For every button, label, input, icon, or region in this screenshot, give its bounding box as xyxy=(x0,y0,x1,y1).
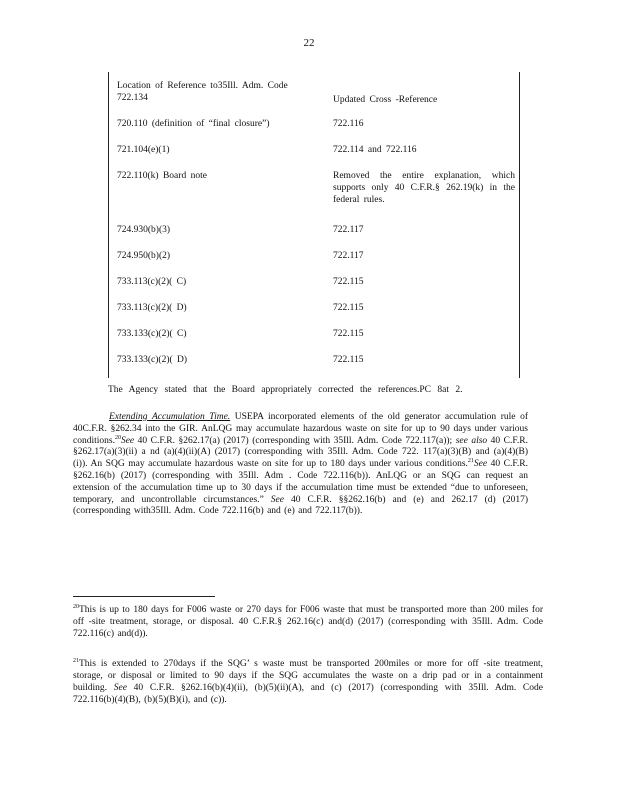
paragraph-text: 40 C.F.R. §§262.16(b) and (e) and 262.17 (d) (2017) (corresponding with35Ill. Adm. Code 722.116(b) and (e) and 722.117(b)). xyxy=(73,494,528,517)
paragraph-heading: Extending Accumulation Time. xyxy=(109,412,231,422)
table-cell-new-reference: 722.115 xyxy=(333,355,364,365)
paragraph-text: 40 C.F.R. §262.16(b) (2017) (corresponding with 35Ill. Adm . Code 722.116(b)). AnLQG or an SQG can request an extension of the accumulation time up to 30 days if the accumulation time must be extended “due to unforeseen, temporary, and uncontrollable circumstances.” xyxy=(73,459,528,505)
page-number: 22 xyxy=(303,37,315,49)
footnote-separator xyxy=(73,596,215,597)
table-cell-new-reference: 722.117 xyxy=(333,225,364,235)
citation-signal: See xyxy=(270,494,284,505)
footnote-text: 40 C.F.R. §262.16(b)(4)(ii), (b)(5)(ii)(A), and (c) (2017) (corresponding with 35Ill. Adm. Code 722.116(b)(4)(B), (b)(5)(B)(i), and (c)). xyxy=(73,683,543,705)
footnote-21 xyxy=(73,658,543,706)
footnote-text: This is extended to 270days if the SQG’ s waste must be transported 200miles or more for off -site treatment, storage, or disposal or limited to 90 days if the SQG accumulates the waste on a drip pad or in a containment building. xyxy=(73,659,543,693)
cross-reference-table xyxy=(108,72,520,378)
citation-signal: See xyxy=(120,435,135,446)
table-cell-old-reference: 733.113(c)(2)( D) xyxy=(117,303,187,313)
citation-signal: See xyxy=(473,459,488,470)
header-updated-cross-reference: Updated Cross -Reference xyxy=(333,95,438,105)
footnote-ref-20: 20 xyxy=(114,434,121,441)
table-cell-new-reference: 722.115 xyxy=(333,329,364,339)
footnote-20 xyxy=(73,604,543,640)
table-cell-new-reference: Removed the entire explanation, which supports only 40 C.F.R.§ 262.19(k) in the federal rules. xyxy=(333,171,515,205)
table-cell-new-reference: 722.115 xyxy=(333,277,364,287)
paragraph-text: 40 C.F.R. §262.17(a) (2017) (corresponding with 35Ill. Adm. Code 722.117(a)); xyxy=(134,435,456,446)
table-cell-old-reference: 724.950(b)(2) xyxy=(117,251,171,261)
paragraph-text: USEPA incorporated elements of the old generator accumulation rule of 40C.F.R. §262.34 into the GIR. AnLQG may accumulate hazardous waste on site for up to 90 days under various conditions. xyxy=(73,412,528,446)
footnote-text: This is up to 180 days for F006 waste or 270 days for F006 waste that must be transported more than 200 miles for off -site treatment, storage, or disposal. 40 C.F.R.§ 262.16(c) and(d) (2017) (corresponding with 35Ill. Adm. Code 722.116(c) and(d)). xyxy=(73,605,543,639)
table-cell-new-reference: 722.116 xyxy=(333,119,364,129)
table-cell-old-reference: 733.113(c)(2)( C) xyxy=(117,277,187,287)
paragraph-text: 40 C.F.R. §262.17(a)(3)(ii) a nd (a)(4)(ii)(A) (2017) (corresponding with 35Ill. Adm. Code 722. 117(a)(3)(B) and (a)(4)(B)(i)). An SQG may accumulate hazardous waste on site for up to 180 days under various conditions. xyxy=(73,435,528,470)
table-cell-old-reference: 724.930(b)(3) xyxy=(117,225,171,235)
table-cell-old-reference: 733.133(c)(2)( C) xyxy=(117,329,187,339)
table-cell-old-reference: 722.110(k) Board note xyxy=(117,171,207,181)
body-paragraph-extending-accumulation-time xyxy=(73,412,528,518)
footnote-number: 20 xyxy=(73,603,79,610)
table-cell-old-reference: 721.104(e)(1) xyxy=(117,145,170,155)
footnote-number: 21 xyxy=(73,657,79,664)
table-cell-new-reference: 722.115 xyxy=(333,303,364,313)
table-cell-old-reference: 720.110 (definition of “final closure”) xyxy=(117,119,270,129)
footnote-ref-21: 21 xyxy=(467,458,474,465)
table-cell-old-reference: 733.133(c)(2)( D) xyxy=(117,355,188,365)
citation-signal: See xyxy=(113,683,127,693)
header-location-of-reference: Location of Reference to35Ill. Adm. Code 722.134 xyxy=(117,81,288,103)
agency-summary-sentence: The Agency stated that the Board appropriately corrected the references.PC 8at 2. xyxy=(108,385,463,395)
table-cell-new-reference: 722.117 xyxy=(333,251,364,261)
citation-signal: see also xyxy=(455,435,488,446)
table-cell-new-reference: 722.114 and 722.116 xyxy=(333,145,417,155)
